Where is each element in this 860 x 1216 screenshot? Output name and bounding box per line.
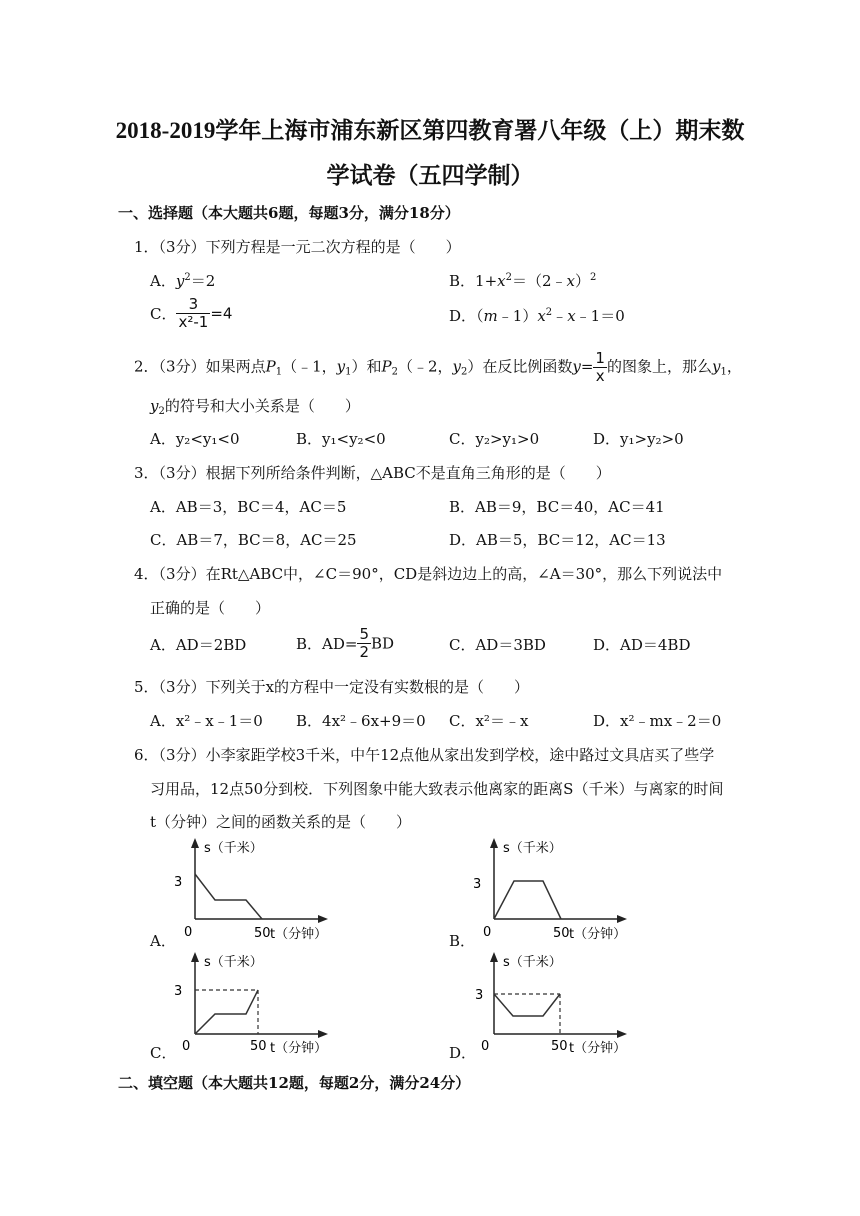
q5-option-c: C．x²＝﹣x (449, 712, 529, 730)
y-axis-arrow (490, 838, 498, 848)
distance-curve (494, 994, 560, 1016)
x-axis-arrow (318, 1030, 328, 1038)
q4-option-b: B．AD= $\frac{5}{2}$ BD (296, 625, 395, 661)
question-3-stem: 3．（3分）根据下列所给条件判断，△ABC不是直角三角形的是（ ） (134, 464, 611, 482)
q5-option-b: B．4x²﹣6x+9＝0 (296, 712, 426, 730)
x-tick-label: 50 (254, 926, 271, 941)
q2-option-c: C．y₂>y₁>0 (449, 430, 540, 448)
x-tick-label: 50 (551, 1039, 568, 1054)
x-tick-label: 50 (250, 1039, 267, 1054)
q4-option-a: A．AD＝2BD (150, 636, 247, 654)
y-tick-label: 3 (174, 875, 183, 890)
y-tick-label: 3 (475, 988, 484, 1003)
distance-curve (195, 874, 262, 919)
q4-option-c: C．AD＝3BD (449, 636, 546, 654)
x-axis-label: t（分钟） (270, 927, 328, 942)
section-heading-choice: 一、选择题（本大题共6题，每题3分，满分18分） (118, 204, 460, 222)
question-4-stem-line1: 4．（3分）在Rt△ABC中，∠C＝90°，CD是斜边边上的高，∠A＝30°，那么下列说法中 (134, 565, 723, 583)
q5-option-a: A．x²﹣x﹣1＝0 (150, 712, 263, 730)
q6-option-d-label: D． (449, 1044, 477, 1062)
x-tick-label: 50 (553, 926, 570, 941)
x-axis-arrow (617, 915, 627, 923)
question-6-stem-line2: 习用品，12点50分到校．下列图象中能大致表示他离家的距离S（千米）与离家的时间 (150, 780, 724, 798)
q1-option-c: C． $\frac{3}{\text{x²-1}}$ =4 (150, 295, 233, 331)
exam-title-line2: 学试卷（五四学制） (326, 163, 534, 188)
q6-graph-a (168, 838, 348, 948)
q2-option-b: B．y₁<y₂<0 (296, 430, 386, 448)
question-1-stem: 1．（3分）下列方程是一元二次方程的是（ ） (134, 238, 461, 256)
section-heading-fill-in: 二、填空题（本大题共12题，每题2分，满分24分） (118, 1074, 471, 1092)
q3-option-d: D．AB＝5，BC＝12，AC＝13 (449, 531, 666, 549)
q6-option-c-label: C． (150, 1044, 177, 1062)
q6-graph-b (467, 838, 647, 948)
question-2-stem-line1: 2．（3分）如果两点$P_1(﹣1$，$y_1$）和$P_2(﹣2$，$y_2$）在反比例函数y= $\frac{1}{x}$ 的图象上，那么$y_1$， (134, 349, 742, 385)
q3-option-c: C．AB＝7，BC＝8，AC＝25 (150, 531, 357, 549)
exam-title-line1: 2018-2019学年上海市浦东新区第四教育署八年级（上）期末数 (115, 118, 745, 143)
q4-option-d: D．AD＝4BD (593, 636, 691, 654)
y-tick-label: 3 (174, 984, 183, 999)
y-axis-arrow (191, 838, 199, 848)
y-axis-label: s（千米） (204, 841, 263, 856)
question-6-stem-line1: 6．（3分）小李家距学校3千米，中午12点他从家出发到学校，途中路过文具店买了些学 (134, 746, 715, 764)
q6-option-a-label: A． (150, 932, 176, 950)
x-axis-arrow (617, 1030, 627, 1038)
y-axis-label: s（千米） (503, 955, 562, 970)
q6-graph-c (168, 950, 348, 1060)
x-axis-label: t（分钟） (569, 927, 627, 942)
distance-curve (494, 881, 561, 919)
origin-label: 0 (483, 925, 492, 940)
q3-option-b: B．AB＝9，BC＝40，AC＝41 (449, 498, 665, 516)
origin-label: 0 (481, 1039, 490, 1054)
question-5-stem: 5．（3分）下列关于x的方程中一定没有实数根的是（ ） (134, 678, 530, 696)
x-axis-arrow (318, 915, 328, 923)
q2-option-d: D．y₁>y₂>0 (593, 430, 684, 448)
q2-option-a: A．y₂<y₁<0 (150, 430, 240, 448)
q1-option-a: A．$y^2=2$ (150, 272, 216, 290)
y-axis-label: s（千米） (503, 841, 562, 856)
q1-option-d: D．$(m﹣1)x^2﹣x﹣1=0$ (449, 307, 625, 325)
q3-option-a: A．AB＝3，BC＝4，AC＝5 (150, 498, 347, 516)
y-tick-label: 3 (473, 877, 482, 892)
q5-option-d: D．x²﹣mx﹣2＝0 (593, 712, 722, 730)
question-4-stem-line2: 正确的是（ ） (150, 599, 271, 617)
question-2-stem-line2: $y_2$的符号和大小关系是（ ） (150, 397, 360, 417)
question-6-stem-line3: t（分钟）之间的函数关系的是（ ） (150, 813, 412, 831)
origin-label: 0 (184, 925, 193, 940)
x-axis-label: t（分钟） (270, 1041, 328, 1056)
y-axis-arrow (490, 952, 498, 962)
y-axis-label: s（千米） (204, 955, 263, 970)
q6-graph-d (467, 950, 647, 1060)
distance-curve (195, 990, 258, 1034)
y-axis-arrow (191, 952, 199, 962)
x-axis-label: t（分钟） (569, 1041, 627, 1056)
origin-label: 0 (182, 1039, 191, 1054)
q1-option-b: B．$1+x^2=(2﹣x)^2$ (449, 272, 597, 290)
q6-option-b-label: B． (449, 932, 476, 950)
